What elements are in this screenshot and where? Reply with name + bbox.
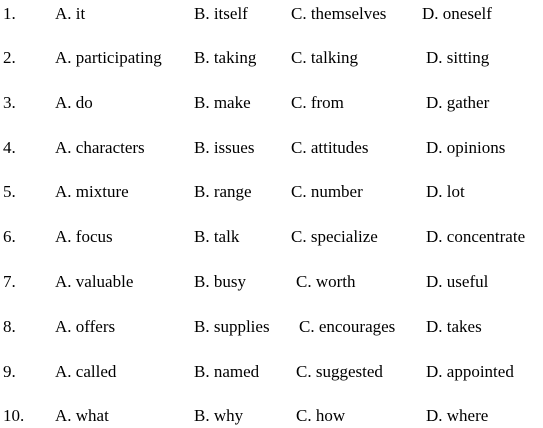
option-d: D. sitting <box>426 48 490 67</box>
question-row-3 <box>0 92 543 114</box>
option-c: C. talking <box>291 48 359 67</box>
option-d: D. opinions <box>426 138 506 157</box>
question-number: 10. <box>3 406 25 425</box>
question-row-5 <box>0 181 543 203</box>
option-b: B. itself <box>194 4 248 23</box>
option-d: D. useful <box>426 272 489 291</box>
option-d: D. gather <box>426 93 490 112</box>
question-row-10 <box>0 405 543 427</box>
option-c: C. themselves <box>291 4 387 23</box>
option-c: C. number <box>291 182 363 201</box>
option-b: B. taking <box>194 48 257 67</box>
question-row-2 <box>0 47 543 69</box>
option-b: B. busy <box>194 272 246 291</box>
option-d: D. oneself <box>422 4 492 23</box>
option-a: A. focus <box>55 227 113 246</box>
question-number: 3. <box>3 93 16 112</box>
option-a: A. offers <box>55 317 116 336</box>
question-row-8 <box>0 316 543 338</box>
option-d: D. appointed <box>426 362 514 381</box>
option-b: B. range <box>194 182 252 201</box>
option-b: B. talk <box>194 227 240 246</box>
option-d: D. takes <box>426 317 482 336</box>
option-b: B. make <box>194 93 251 112</box>
option-a: A. do <box>55 93 93 112</box>
option-b: B. supplies <box>194 317 270 336</box>
option-c: C. worth <box>296 272 356 291</box>
question-number: 7. <box>3 272 16 291</box>
option-d: D. where <box>426 406 489 425</box>
option-c: C. encourages <box>299 317 396 336</box>
option-b: B. issues <box>194 138 255 157</box>
option-d: D. concentrate <box>426 227 526 246</box>
option-b: B. named <box>194 362 260 381</box>
option-a: A. valuable <box>55 272 134 291</box>
question-row-4 <box>0 137 543 159</box>
option-b: B. why <box>194 406 244 425</box>
option-a: A. called <box>55 362 117 381</box>
question-row-6 <box>0 226 543 248</box>
question-number: 8. <box>3 317 16 336</box>
question-number: 1. <box>3 4 16 23</box>
question-number: 2. <box>3 48 16 67</box>
option-c: C. specialize <box>291 227 378 246</box>
question-number: 5. <box>3 182 16 201</box>
option-d: D. lot <box>426 182 465 201</box>
option-c: C. how <box>296 406 346 425</box>
option-a: A. mixture <box>55 182 129 201</box>
option-c: C. attitudes <box>291 138 369 157</box>
option-c: C. suggested <box>296 362 383 381</box>
question-number: 9. <box>3 362 16 381</box>
question-row-7 <box>0 271 543 293</box>
option-a: A. characters <box>55 138 145 157</box>
question-number: 6. <box>3 227 16 246</box>
option-a: A. participating <box>55 48 162 67</box>
option-c: C. from <box>291 93 344 112</box>
question-row-9 <box>0 361 543 383</box>
question-row-1 <box>0 3 543 25</box>
option-a: A. it <box>55 4 86 23</box>
option-a: A. what <box>55 406 109 425</box>
question-number: 4. <box>3 138 16 157</box>
